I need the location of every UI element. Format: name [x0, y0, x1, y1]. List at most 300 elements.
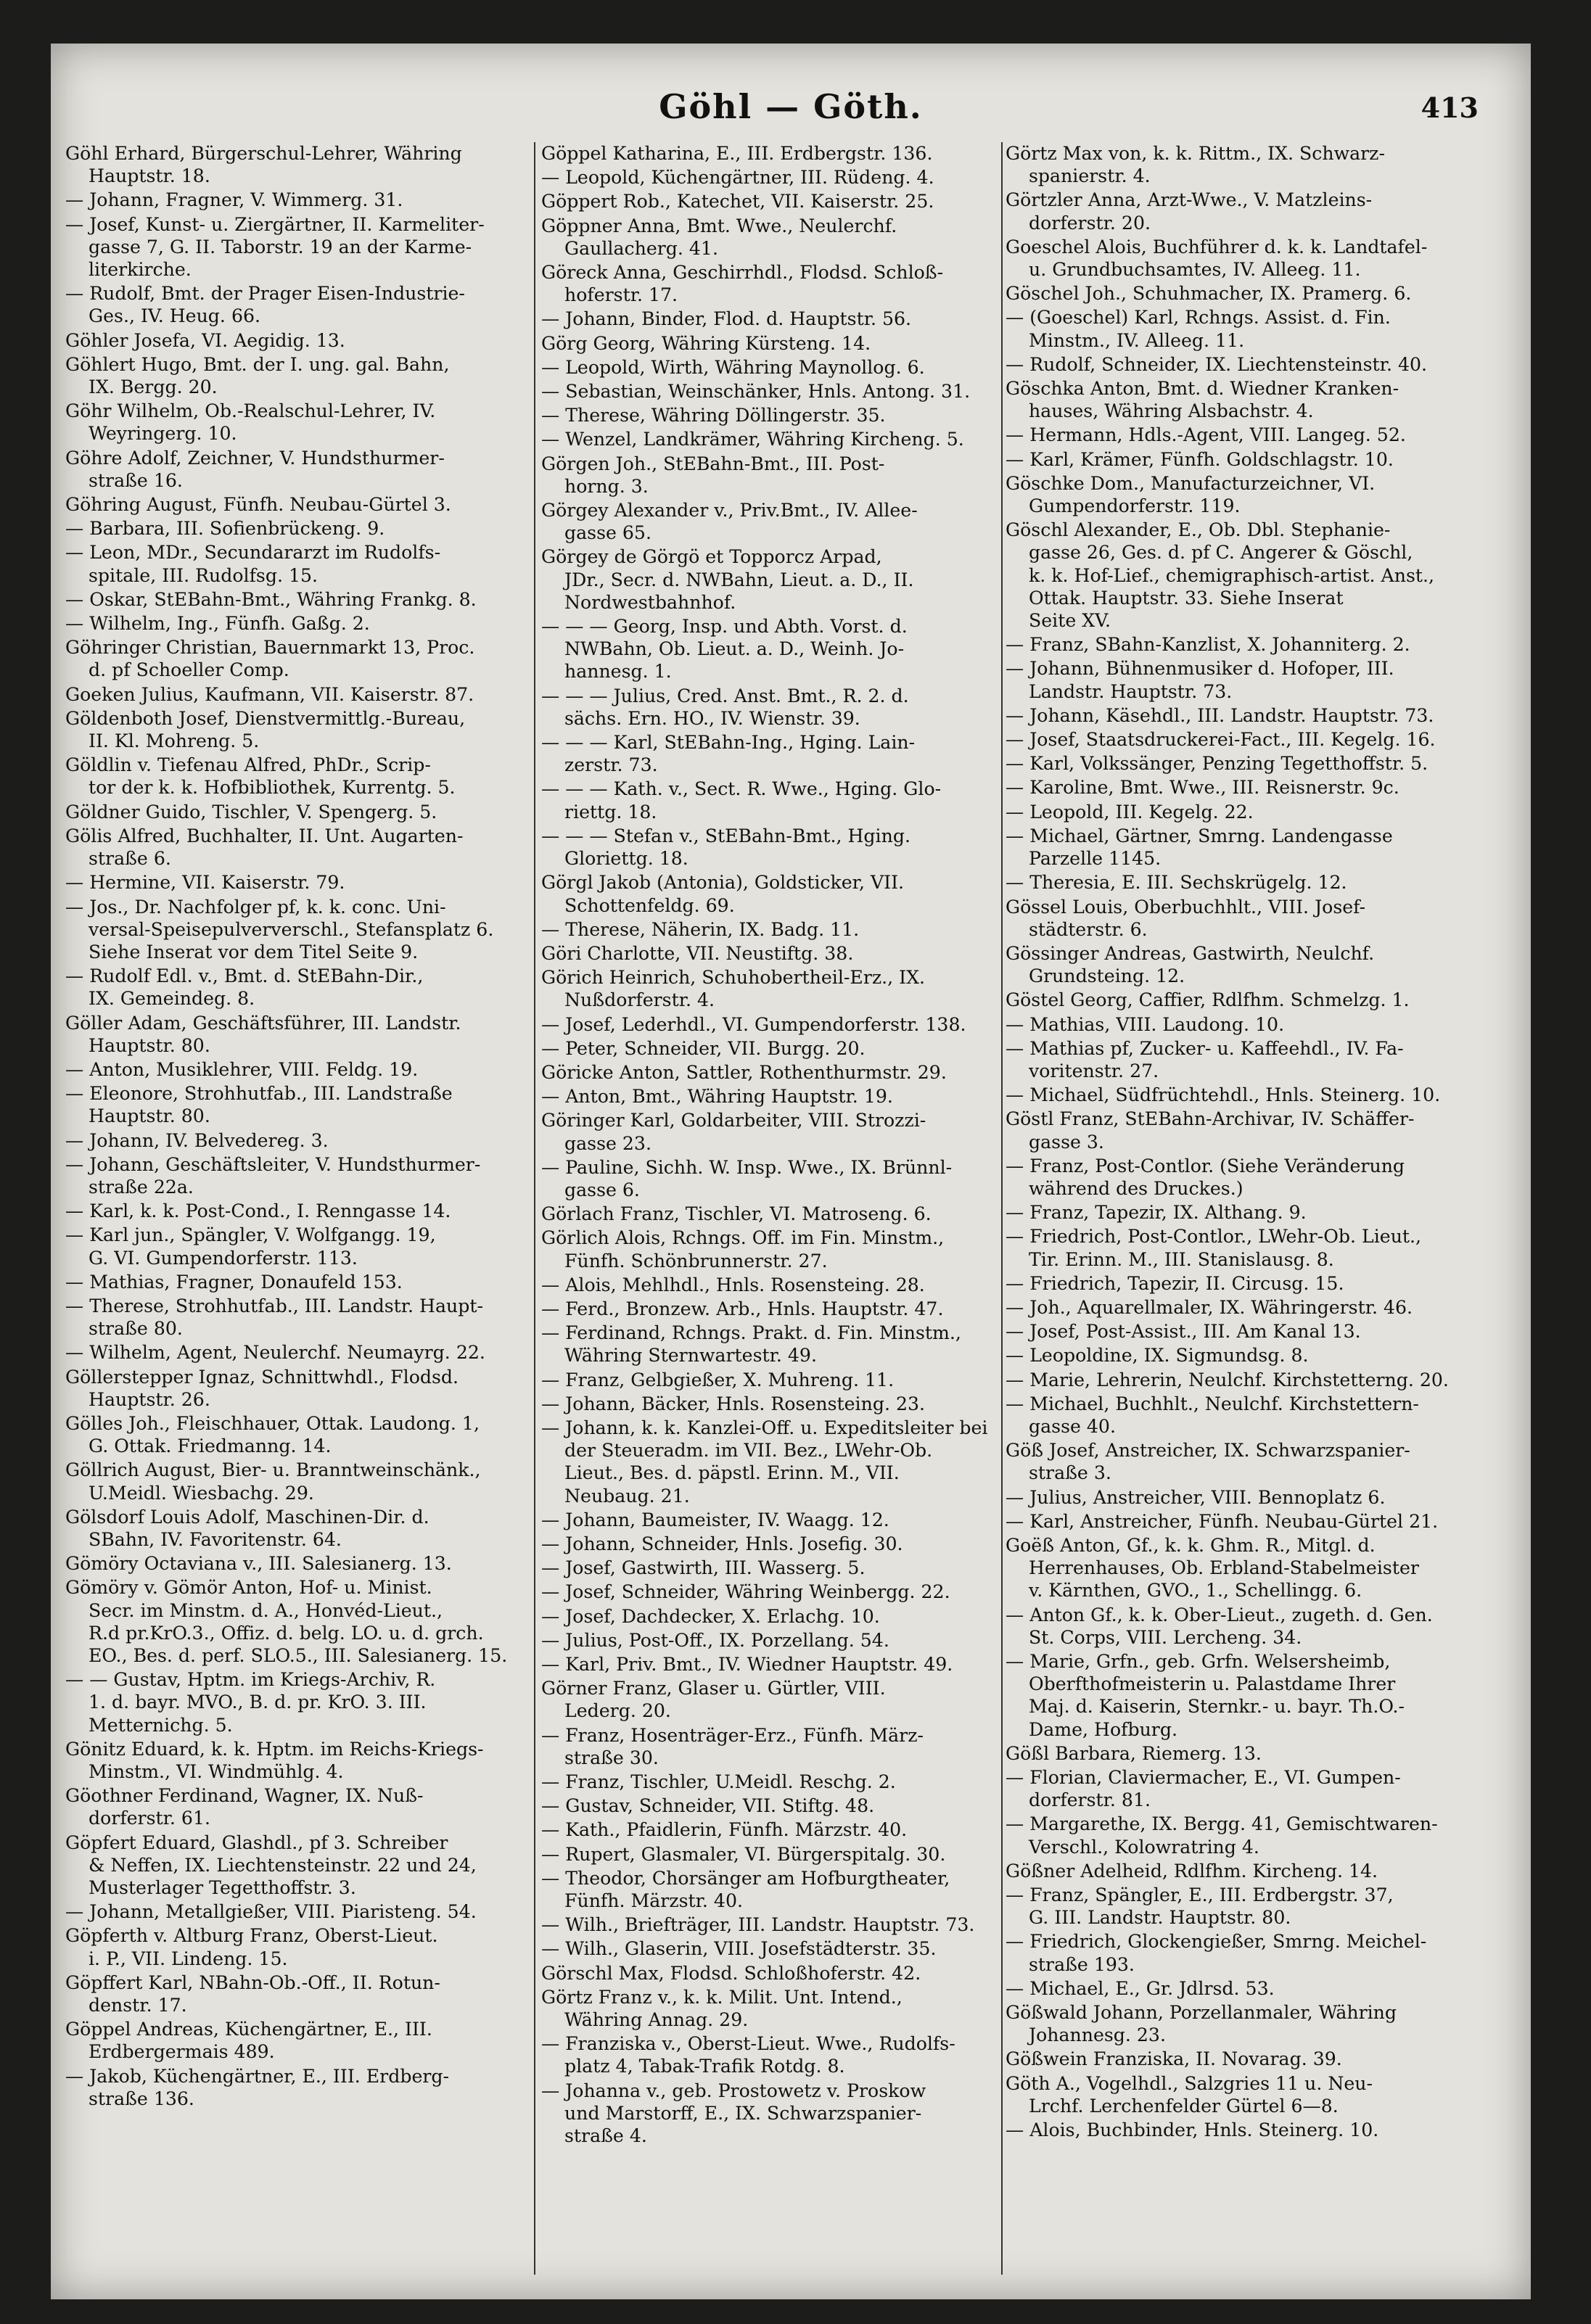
entry-line: — Wilh., Briefträger, III. Landstr. Hauptstr. 73.: [541, 1914, 975, 1936]
entry-line: Görtzler Anna, Arzt-Wwe., V. Matzleins-: [1006, 189, 1373, 211]
directory-entry: [65, 1552, 537, 1575]
entry-continuation-line: horng. 3.: [564, 475, 649, 497]
directory-entry: [541, 356, 998, 379]
directory-entry: [65, 1784, 537, 1829]
entry-continuation-line: tor der k. k. Hofbibliothek, Kurrentg. 5.: [89, 777, 456, 799]
directory-entry: [541, 1843, 998, 1866]
directory-entry: [541, 1085, 998, 1108]
entry-line: — Friedrich, Tapezir, II. Circusg. 15.: [1006, 1272, 1344, 1294]
running-head: Göhl — Göth.: [659, 87, 923, 126]
entry-line: Göschke Dom., Manufacturzeichner, VI.: [1006, 472, 1376, 494]
entry-line: — Josef, Gastwirth, III. Wasserg. 5.: [541, 1557, 866, 1579]
directory-entry: [541, 1581, 998, 1603]
entry-continuation-line: straße 136.: [89, 2088, 194, 2109]
directory-entry: [65, 965, 537, 1010]
directory-entry: [541, 685, 998, 730]
directory-entry: [1006, 1320, 1506, 1343]
entry-line: — Margarethe, IX. Bergg. 41, Gemischtwaren-: [1006, 1813, 1438, 1835]
entry-line: — Franz, Spängler, E., III. Erdbergstr. 37,: [1006, 1884, 1394, 1906]
directory-entry: [1006, 896, 1506, 941]
entry-line: Gönitz Eduard, k. k. Hptm. im Reichs-Kriegs-: [65, 1738, 484, 1760]
entry-line: — Rudolf, Bmt. der Prager Eisen-Industrie-: [65, 283, 465, 305]
entry-continuation-line: Landstr. Hauptstr. 73.: [1029, 680, 1233, 702]
directory-entry: [541, 1274, 998, 1296]
directory-entry: [65, 636, 537, 681]
entry-line: Göhr Wilhelm, Ob.-Realschul-Lehrer, IV.: [65, 400, 436, 422]
directory-entry: [1006, 472, 1506, 517]
entry-line: — Therese, Strohhutfab., III. Landstr. Haupt-: [65, 1295, 484, 1316]
entry-line: Göppner Anna, Bmt. Wwe., Neulerchf.: [541, 215, 897, 236]
directory-entry: [1006, 1201, 1506, 1224]
entry-line: — Oskar, StEBahn-Bmt., Währing Frankg. 8.: [65, 588, 477, 610]
entry-line: Göldlin v. Tiefenau Alfred, PhDr., Scrip-: [65, 754, 431, 776]
entry-line: — Franz, Tischler, U.Meidl. Reschg. 2.: [541, 1771, 896, 1793]
directory-entry: [65, 1295, 537, 1340]
entry-line: — Leopold, III. Kegelg. 22.: [1006, 801, 1254, 823]
entry-line: Göpffert Karl, NBahn-Ob.-Off., II. Rotun-: [65, 1971, 440, 1993]
entry-continuation-line: Siehe Inserat vor dem Titel Seite 9.: [89, 941, 419, 963]
directory-entry: [65, 612, 537, 635]
entry-line: — Josef, Lederhdl., VI. Gumpendorferstr. 138.: [541, 1013, 966, 1035]
entry-line: Göllrich August, Bier- u. Branntweinschänk.,: [65, 1459, 481, 1481]
directory-entry: [65, 447, 537, 492]
directory-entry: [541, 1771, 998, 1793]
directory-entry: [541, 1109, 998, 1154]
directory-entry: [1006, 1486, 1506, 1509]
entry-line: Göhlert Hugo, Bmt. der I. ung. gal. Bahn,: [65, 353, 450, 375]
entry-line: — Therese, Währing Döllingerstr. 35.: [541, 405, 886, 427]
entry-line: Göstl Franz, StEBahn-Archivar, IV. Schäffer-: [1006, 1108, 1415, 1130]
entry-continuation-line: sächs. Ern. HO., IV. Wienstr. 39.: [564, 707, 860, 729]
directory-entry: [541, 428, 998, 450]
directory-entry: [1006, 1510, 1506, 1533]
entry-continuation-line: Secr. im Minstm. d. A., Honvéd-Lieut.,: [89, 1599, 443, 1621]
entry-continuation-line: Grundsteing. 12.: [1029, 965, 1185, 987]
entry-continuation-line: straße 193.: [1029, 1953, 1135, 1975]
entry-line: — Marie, Lehrerin, Neulchf. Kirchstetterng. 20.: [1006, 1369, 1449, 1390]
entry-line: Göhring August, Fünfh. Neubau-Gürtel 3.: [65, 494, 451, 516]
entry-line: Görgey de Görgö et Topporcz Arpad,: [541, 546, 882, 568]
entry-line: Görlach Franz, Tischler, VI. Matroseng. 6.: [541, 1203, 932, 1225]
directory-entry: [1006, 306, 1506, 351]
entry-continuation-line: Lederg. 20.: [564, 1700, 671, 1722]
entry-line: — Karl, Volkssänger, Penzing Tegetthoffstr. 5.: [1006, 753, 1428, 775]
entry-line: — Johann, Binder, Flod. d. Hauptstr. 56.: [541, 308, 912, 330]
directory-entry: [1006, 2119, 1506, 2141]
entry-line: Gömöry Octaviana v., III. Salesianerg. 13.: [65, 1553, 452, 1575]
directory-entry: [65, 1412, 537, 1457]
directory-entry: [541, 1322, 998, 1367]
directory-entry: [65, 1058, 537, 1081]
directory-entry: [65, 1971, 537, 2016]
entry-continuation-line: Maj. d. Kaiserin, Sternkr.- u. bayr. Th.O.-: [1029, 1696, 1405, 1718]
entry-continuation-line: gasse 23.: [564, 1132, 651, 1154]
directory-entry: [1006, 728, 1506, 751]
entry-continuation-line: Hauptstr. 26.: [89, 1388, 210, 1410]
entry-line: — — Gustav, Hptm. im Kriegs-Archiv, R.: [65, 1669, 436, 1691]
directory-entry: [541, 1203, 998, 1225]
entry-line: Göth A., Vogelhdl., Salzgries 11 u. Neu-: [1006, 2072, 1373, 2094]
directory-entry: [1006, 448, 1506, 471]
entry-line: — Barbara, III. Sofienbrückeng. 9.: [65, 518, 385, 540]
entry-continuation-line: Weyringerg. 10.: [89, 423, 237, 445]
entry-line: Göschel Joh., Schuhmacher, IX. Pramerg. 6.: [1006, 283, 1412, 305]
entry-line: — Leopold, Wirth, Währing Maynollog. 6.: [541, 356, 925, 378]
entry-line: Gößl Barbara, Riemerg. 13.: [1006, 1742, 1262, 1764]
directory-entry: [1006, 1155, 1506, 1200]
directory-entry: [65, 1271, 537, 1293]
directory-entry: [541, 1509, 998, 1531]
entry-line: — Theodor, Chorsänger am Hofburgtheater,: [541, 1867, 950, 1889]
entry-line: — Wilhelm, Agent, Neulerchf. Neumayrg. 22.: [65, 1342, 485, 1364]
entry-continuation-line: der Steueradm. im VII. Bez., LWehr-Ob.: [564, 1440, 933, 1462]
directory-entry: [541, 261, 998, 306]
entry-line: — Michael, Südfrüchtehdl., Hnls. Steinerg. 10.: [1006, 1084, 1441, 1106]
directory-entry: [65, 588, 537, 611]
entry-continuation-line: Johannesg. 23.: [1029, 2024, 1166, 2046]
entry-line: Görtz Max von, k. k. Rittm., IX. Schwarz-: [1006, 143, 1385, 164]
entry-line: — Johann, k. k. Kanzlei-Off. u. Expeditsleiter bei: [541, 1417, 988, 1438]
entry-line: Göhl Erhard, Bürgerschul-Lehrer, Währing: [65, 143, 462, 164]
entry-continuation-line: Metternichg. 5.: [89, 1714, 233, 1736]
entry-continuation-line: spitale, III. Rudolfsg. 15.: [89, 564, 318, 586]
entry-continuation-line: straße 30.: [564, 1747, 659, 1768]
directory-entry: [541, 731, 998, 776]
entry-line: — — — Stefan v., StEBahn-Bmt., Hging.: [541, 825, 910, 846]
directory-entry: [65, 1738, 537, 1783]
directory-entry: [1006, 1296, 1506, 1319]
directory-entry: [65, 1924, 537, 1969]
entry-line: Gößwald Johann, Porzellanmaler, Währing: [1006, 2002, 1397, 2024]
directory-entry: [541, 1986, 998, 2031]
entry-continuation-line: straße 80.: [89, 1318, 183, 1340]
directory-entry: [541, 453, 998, 498]
entry-line: — — — Kath. v., Sect. R. Wwe., Hging. Glo-: [541, 778, 942, 800]
entry-line: Göreck Anna, Geschirrhdl., Flodsd. Schloß-: [541, 262, 944, 284]
directory-entry: [1006, 825, 1506, 870]
directory-entry: [541, 1417, 998, 1507]
entry-line: — Karl, Anstreicher, Fünfh. Neubau-Gürtel 21.: [1006, 1510, 1439, 1532]
entry-line: — Michael, E., Gr. Jdlrsd. 53.: [1006, 1977, 1275, 1999]
entry-line: — Marie, Grfn., geb. Grfn. Welsersheimb,: [1006, 1651, 1391, 1672]
entry-line: — Florian, Claviermacher, E., VI. Gumpen-: [1006, 1767, 1401, 1789]
directory-entry: [65, 1129, 537, 1152]
entry-line: Göllerstepper Ignaz, Schnittwhdl., Flodsd.: [65, 1366, 459, 1388]
entry-continuation-line: v. Kärnthen, GVO., 1., Schellingg. 6.: [1029, 1580, 1362, 1602]
directory-entry: [65, 517, 537, 540]
directory-entry: [65, 1668, 537, 1736]
directory-entry: [1006, 1650, 1506, 1741]
directory-entry: [1006, 989, 1506, 1011]
directory-entry: [1006, 1013, 1506, 1036]
directory-entry: [65, 282, 537, 327]
directory-entry: [65, 1831, 537, 1900]
entry-line: Goeken Julius, Kaufmann, VII. Kaiserstr. 87.: [65, 683, 474, 705]
directory-entry: [541, 615, 998, 683]
directory-entry: [1006, 1084, 1506, 1106]
entry-continuation-line: II. Kl. Mohreng. 5.: [89, 730, 260, 752]
directory-entry: [541, 499, 998, 544]
directory-entry: [65, 1012, 537, 1057]
entry-line: Görgey Alexander v., Priv.Bmt., IV. Allee-: [541, 500, 918, 522]
directory-entry: [65, 1082, 537, 1127]
directory-entry: [1006, 1977, 1506, 2000]
entry-line: Gölis Alfred, Buchhalter, II. Unt. Augarten-: [65, 825, 464, 846]
directory-entry: [541, 1913, 998, 1936]
entry-line: — — — Georg, Insp. und Abth. Vorst. d.: [541, 616, 908, 638]
directory-entry: [541, 2032, 998, 2077]
entry-line: — Mathias pf, Zucker- u. Kaffeehdl., IV. Fa-: [1006, 1037, 1404, 1059]
entry-line: — Mathias, Fragner, Donaufeld 153.: [65, 1271, 403, 1293]
directory-entry: [541, 308, 998, 330]
directory-entry: [1006, 282, 1506, 305]
entry-continuation-line: EO., Bes. d. perf. SLO.5., III. Salesianerg. 15.: [89, 1645, 508, 1666]
entry-line: — Karl, k. k. Post-Cond., I. Renngasse 14.: [65, 1200, 451, 1222]
directory-entry: [1006, 1930, 1506, 1975]
directory-entry: [1006, 1884, 1506, 1929]
entry-line: — Rupert, Glasmaler, VI. Bürgerspitalg. 30.: [541, 1843, 946, 1865]
column-2: [541, 142, 998, 2289]
entry-continuation-line: straße 6.: [89, 848, 171, 870]
directory-entry: [65, 1900, 537, 1923]
entry-continuation-line: Herrenhauses, Ob. Erbland-Stabelmeister: [1029, 1557, 1419, 1579]
directory-entry: [541, 2080, 998, 2148]
entry-continuation-line: platz 4, Tabak-Trafik Rotdg. 8.: [564, 2056, 845, 2077]
entry-line: — Anton, Bmt., Währing Hauptstr. 19.: [541, 1086, 893, 1108]
directory-entry: [65, 2018, 537, 2063]
directory-entry: [65, 1341, 537, 1364]
entry-line: — Johann, Metallgießer, VIII. Piaristeng. 54.: [65, 1901, 477, 1923]
entry-line: Görschl Max, Flodsd. Schloßhoferstr. 42.: [541, 1962, 921, 1984]
entry-line: — Franz, Gelbgießer, X. Muhreng. 11.: [541, 1369, 895, 1390]
entry-line: Göhre Adolf, Zeichner, V. Hundsthurmer-: [65, 447, 445, 469]
directory-entry: [65, 329, 537, 352]
entry-line: Görgen Joh., StEBahn-Bmt., III. Post-: [541, 453, 885, 474]
entry-continuation-line: Hauptstr. 80.: [89, 1034, 210, 1056]
directory-entry: [541, 1724, 998, 1769]
entry-line: Görich Heinrich, Schuhobertheil-Erz., IX.: [541, 967, 926, 989]
entry-continuation-line: Neubaug. 21.: [564, 1485, 690, 1507]
entry-continuation-line: SBahn, IV. Favoritenstr. 64.: [89, 1528, 342, 1550]
directory-entry: [541, 1013, 998, 1036]
entry-line: — Peter, Schneider, VII. Burgg. 20.: [541, 1037, 866, 1059]
entry-line: Gölles Joh., Fleischhauer, Ottak. Laudong. 1,: [65, 1412, 480, 1434]
directory-entry: [1006, 189, 1506, 234]
entry-continuation-line: G. VI. Gumpendorferstr. 113.: [89, 1247, 358, 1269]
entry-continuation-line: Hauptstr. 18.: [89, 165, 210, 187]
entry-continuation-line: Erdbergermais 489.: [89, 2041, 275, 2063]
directory-entry: [65, 142, 537, 187]
directory-entry: [65, 801, 537, 823]
entry-continuation-line: straße 16.: [89, 469, 183, 491]
entry-continuation-line: gasse 65.: [564, 522, 651, 544]
entry-line: — Friedrich, Glockengießer, Smrng. Meichel-: [1006, 1931, 1427, 1953]
directory-entry: [1006, 1439, 1506, 1484]
entry-line: — Friedrich, Post-Contlor., LWehr-Ob. Lieut.,: [1006, 1226, 1422, 1248]
entry-continuation-line: IX. Gemeindeg. 8.: [89, 988, 255, 1010]
entry-line: — Wilh., Glaserin, VIII. Josefstädterstr. 35.: [541, 1938, 937, 1960]
entry-continuation-line: dorferstr. 20.: [1029, 212, 1151, 234]
entry-line: — Franziska v., Oberst-Lieut. Wwe., Rudolfs-: [541, 2033, 955, 2055]
entry-continuation-line: riettg. 18.: [564, 801, 657, 823]
entry-line: — Eleonore, Strohhutfab., III. Landstraße: [65, 1083, 453, 1105]
directory-entry: [1006, 142, 1506, 187]
directory-entry: [1006, 871, 1506, 894]
entry-line: — Hermine, VII. Kaiserstr. 79.: [65, 872, 345, 894]
entry-line: Göhler Josefa, VI. Aegidig. 13.: [65, 329, 345, 351]
directory-entry: [1006, 633, 1506, 656]
directory-entry: [65, 493, 537, 516]
directory-entry: [1006, 752, 1506, 775]
directory-entry: [65, 213, 537, 281]
entry-continuation-line: u. Grundbuchsamtes, IV. Alleeg. 11.: [1029, 259, 1361, 281]
entry-continuation-line: k. k. Hof-Lief., chemigraphisch-artist. Anst.,: [1029, 564, 1435, 586]
entry-line: — Ferd., Bronzew. Arb., Hnls. Hauptstr. 47.: [541, 1298, 944, 1319]
directory-entry: [541, 1533, 998, 1555]
directory-entry: [541, 1393, 998, 1415]
entry-line: Göri Charlotte, VII. Neustiftg. 38.: [541, 942, 854, 964]
directory-entry: [1006, 353, 1506, 376]
entry-line: Göppel Katharina, E., III. Erdbergstr. 136.: [541, 143, 933, 164]
entry-line: Gölsdorf Louis Adolf, Maschinen-Dir. d.: [65, 1506, 429, 1528]
directory-entry: [1006, 1037, 1506, 1082]
directory-entry: [541, 332, 998, 355]
directory-entry: [1006, 1344, 1506, 1367]
directory-entry: [541, 1369, 998, 1391]
directory-entry: [541, 1037, 998, 1060]
directory-entry: [1006, 1813, 1506, 1858]
directory-entry: [541, 215, 998, 260]
entry-line: Göothner Ferdinand, Wagner, IX. Nuß-: [65, 1785, 424, 1807]
column-3: [1006, 142, 1506, 2289]
entry-continuation-line: versal-Speisepulververschl., Stefansplatz 6.: [89, 918, 494, 940]
entry-line: Göppert Rob., Katechet, VII. Kaiserstr. 25.: [541, 191, 934, 213]
entry-continuation-line: Hauptstr. 80.: [89, 1105, 210, 1127]
column-rule: [1001, 142, 1003, 2275]
directory-entry: [1006, 1742, 1506, 1765]
directory-entry: [541, 380, 998, 403]
entry-line: Gößwein Franziska, II. Novarag. 39.: [1006, 2048, 1342, 2070]
entry-line: Göricke Anton, Sattler, Rothenthurmstr. 29.: [541, 1061, 947, 1083]
entry-line: — Wilhelm, Ing., Fünfh. Gaßg. 2.: [65, 613, 370, 635]
directory-entry: [65, 896, 537, 964]
entry-continuation-line: Nußdorferstr. 4.: [564, 989, 715, 1011]
entry-line: Gößner Adelheid, Rdlfhm. Kircheng. 14.: [1006, 1860, 1378, 1882]
entry-continuation-line: Gaullacherg. 41.: [564, 237, 718, 259]
entry-continuation-line: Lieut., Bes. d. päpstl. Erinn. M., VII.: [564, 1462, 900, 1484]
entry-line: — Johann, Bäcker, Hnls. Rosensteing. 23.: [541, 1393, 926, 1414]
directory-entry: [541, 942, 998, 965]
directory-entry: [1006, 377, 1506, 422]
entry-continuation-line: gasse 6.: [564, 1179, 640, 1200]
entry-continuation-line: Minstm., VI. Windmühlg. 4.: [89, 1761, 344, 1783]
entry-line: Göppel Andreas, Küchengärtner, E., III.: [65, 2019, 432, 2040]
entry-continuation-line: NWBahn, Ob. Lieut. a. D., Weinh. Jo-: [564, 638, 905, 660]
page-header: [51, 87, 1531, 138]
entry-continuation-line: Verschl., Kolowratring 4.: [1029, 1836, 1259, 1858]
entry-continuation-line: Minstm., IV. Alleeg. 11.: [1029, 329, 1245, 351]
entry-line: — Rudolf Edl. v., Bmt. d. StEBahn-Dir.,: [65, 965, 424, 987]
entry-line: — Alois, Buchbinder, Hnls. Steinerg. 10.: [1006, 2119, 1379, 2141]
entry-continuation-line: Fünfh. Schönbrunnerstr. 27.: [564, 1250, 828, 1272]
directory-entry: [541, 1227, 998, 1272]
directory-entry: [65, 871, 537, 894]
entry-continuation-line: i. P., VII. Lindeng. 15.: [89, 1948, 288, 1969]
entry-line: — Anton, Musiklehrer, VIII. Feldg. 19.: [65, 1058, 419, 1080]
entry-continuation-line: Musterlager Tegetthoffstr. 3.: [89, 1877, 356, 1899]
entry-line: Goëß Anton, Gf., k. k. Ghm. R., Mitgl. d.: [1006, 1534, 1376, 1556]
entry-line: Goeschel Alois, Buchführer d. k. k. Landtafel-: [1006, 236, 1428, 257]
entry-line: — Johanna v., geb. Prostowetz v. Proskow: [541, 2080, 926, 2101]
entry-continuation-line: gasse 7, G. II. Taborstr. 19 an der Karme-: [89, 236, 472, 257]
entry-continuation-line: dorferstr. 61.: [89, 1808, 210, 1829]
directory-entry: [541, 404, 998, 427]
entry-continuation-line: hauses, Währing Alsbachstr. 4.: [1029, 400, 1314, 422]
entry-line: — Josef, Kunst- u. Ziergärtner, II. Karmeliter-: [65, 213, 485, 235]
directory-entry: [65, 189, 537, 211]
entry-continuation-line: straße 4.: [564, 2125, 647, 2147]
directory-entry: [541, 1156, 998, 1201]
directory-entry: [1006, 1766, 1506, 1811]
entry-line: — Johann, Geschäftsleiter, V. Hundsthurmer-: [65, 1153, 481, 1175]
directory-entry: [1006, 1860, 1506, 1882]
entry-line: — — — Karl, StEBahn-Ing., Hging. Lain-: [541, 732, 916, 754]
entry-continuation-line: & Neffen, IX. Liechtensteinstr. 22 und 24,: [89, 1854, 477, 1876]
directory-entry: [65, 1224, 537, 1269]
directory-entry: [65, 707, 537, 752]
entry-line: — Ferdinand, Rchngs. Prakt. d. Fin. Minstm.,: [541, 1322, 961, 1344]
entry-continuation-line: gasse 26, Ges. d. pf C. Angerer & Göschl,: [1029, 542, 1413, 564]
entry-line: Gömöry v. Gömör Anton, Hof- u. Minist.: [65, 1577, 432, 1599]
directory-entry: [65, 1200, 537, 1222]
directory-entry: [65, 353, 537, 398]
entry-line: — Josef, Staatsdruckerei-Fact., III. Kegelg. 16.: [1006, 729, 1436, 751]
directory-entry: [541, 1962, 998, 1985]
entry-line: Görg Georg, Währing Kürsteng. 14.: [541, 332, 871, 354]
entry-line: — Joh., Aquarellmaler, IX. Währingerstr. 46.: [1006, 1296, 1413, 1318]
entry-line: — Michael, Gärtner, Smrng. Landengasse: [1006, 825, 1393, 846]
entry-line: — Johann, Schneider, Hnls. Josefig. 30.: [541, 1533, 903, 1554]
entry-line: — Johann, Käsehdl., III. Landstr. Hauptstr. 73.: [1006, 704, 1434, 726]
directory-entry: [1006, 2001, 1506, 2046]
directory-entry: [541, 1794, 998, 1817]
directory-entry: [541, 1605, 998, 1628]
directory-entry: [1006, 942, 1506, 987]
directory-entry: [1006, 519, 1506, 632]
entry-continuation-line: voritenstr. 27.: [1029, 1060, 1159, 1081]
directory-entry: [65, 541, 537, 586]
directory-entry: [1006, 1272, 1506, 1295]
directory-entry: [541, 1629, 998, 1652]
entry-line: Göpfert Eduard, Glashdl., pf 3. Schreiber: [65, 1831, 448, 1853]
entry-continuation-line: Ges., IV. Heug. 66.: [89, 305, 261, 327]
entry-line: — Josef, Dachdecker, X. Erlachg. 10.: [541, 1605, 880, 1627]
entry-continuation-line: d. pf Schoeller Comp.: [89, 659, 289, 681]
entry-line: — Julius, Post-Off., IX. Porzellang. 54.: [541, 1629, 889, 1651]
page-number: 413: [1421, 91, 1479, 124]
entry-line: — Franz, SBahn-Kanzlist, X. Johanniterg. 2.: [1006, 634, 1410, 656]
entry-line: — Jos., Dr. Nachfolger pf, k. k. conc. Uni-: [65, 896, 446, 918]
entry-continuation-line: St. Corps, VIII. Lercheng. 34.: [1029, 1626, 1302, 1648]
directory-entry: [1006, 704, 1506, 727]
directory-entry: [1006, 1369, 1506, 1391]
entry-line: — Karl, Priv. Bmt., IV. Wiedner Hauptstr. 49.: [541, 1654, 953, 1675]
entry-line: — Franz, Hosenträger-Erz., Fünfh. März-: [541, 1724, 924, 1746]
directory-entry: [1006, 1604, 1506, 1649]
entry-line: Görtz Franz v., k. k. Milit. Unt. Intend.,: [541, 1986, 903, 2008]
entry-continuation-line: Nordwestbahnhof.: [564, 591, 736, 613]
entry-line: Göschka Anton, Bmt. d. Wiedner Kranken-: [1006, 378, 1399, 400]
